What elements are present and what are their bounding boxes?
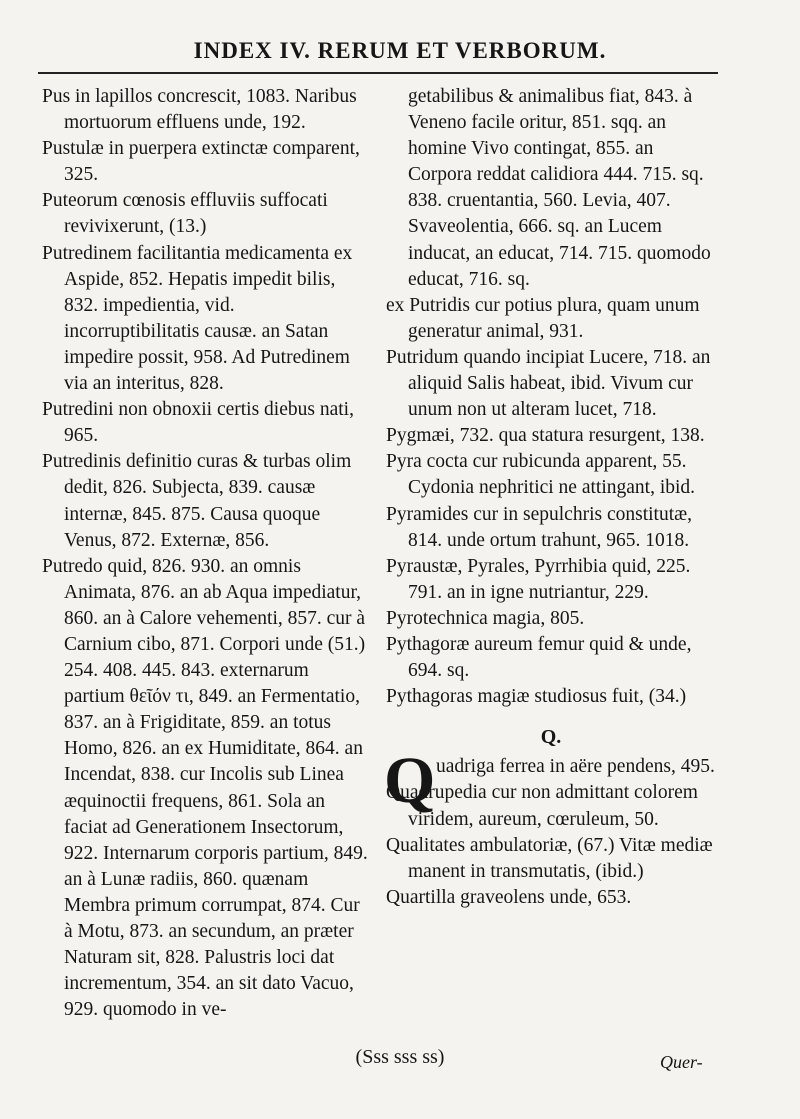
page-header: INDEX IV. RERUM ET VERBORUM. [193,38,607,63]
index-entry: Putredinis definitio curas & turbas olim dedit, 826. Subjecta, 839. causæ internæ, 845. 875. Causa quoque Venus, 872. Externæ, 856. [42,451,352,551]
index-entry: Quadrupedia cur non admittant colorem viridem, aureum, cœruleum, 50. [386,782,698,830]
catchword: Quer- [660,1052,703,1072]
index-entry: Pygmæi, 732. qua statura resurgent, 138. [386,425,705,447]
section-letter: Q. [540,726,562,749]
dropcap-entry-text: uadriga ferrea in aëre pendens, 495. [436,756,715,778]
index-entry: ex Putridis cur potius plura, quam unum generatur animal, 931. [386,294,700,342]
index-entry: Qualitates ambulatoriæ, (67.) Vitæ mediæ manent in transmutatis, (ibid.) [386,834,713,882]
index-entry: Puteorum cœnosis effluviis suffocati revivixerunt, (13.) [42,190,328,238]
index-entry: Pustulæ in puerpera extinctæ comparent, 325. [42,138,360,186]
index-entry: Pyramides cur in sepulchris constitutæ, 814. unde ortum trahunt, 965. 1018. [386,503,693,551]
index-entry: Putredinem facilitantia medicamenta ex Aspide, 852. Hepatis impedit bilis, 832. impedientia, vid. incorruptibilitatis causæ. an Satan impedire possit, 958. Ad Putredinem via an interitus, 828. [42,242,353,395]
index-entry: Pyrotechnica magia, 805. [386,607,585,629]
drop-cap: Q [384,744,436,818]
left-column [42,84,372,1023]
header-rule [38,72,718,74]
index-entry: Putredini non obnoxii certis diebus nati, 965. [42,399,354,447]
index-entry: Pyra cocta cur rubicunda apparent, 55. Cydonia nephritici ne attingant, ibid. [386,451,696,499]
index-entry: Pythagoræ aureum femur quid & unde, 694. sq. [386,633,692,682]
index-entry: Pyraustæ, Pyrales, Pyrrhibia quid, 225. 791. an in igne nutriantur, 229. [386,555,691,603]
index-entry: Pythagoras magiæ studiosus fuit, (34.) [386,686,687,708]
index-entry-continuation: getabilibus & animalibus fiat, 843. à Veneno facile oritur, 851. sqq. an homine Vivo contingat, 855. an Corpora reddat calidiora 444. 715. sq. 838. cruentantia, 560. Levia, 407. Svaveolentia, 666. sq. an Lucem inducat, an educat, 714. 715. quomodo educat, 716. sq. [408,86,711,290]
index-entry: Pus in lapillos concrescit, 1083. Naribus mortuorum effluens unde, 192. [42,86,357,134]
right-column [386,84,716,911]
index-entry: Quartilla graveolens unde, 653. [386,886,632,908]
index-entry: Putridum quando incipiat Lucere, 718. an aliquid Salis habeat, ibid. Vivum cur unum non ut alteram lucet, 718. [386,346,711,421]
index-entry: Putredo quid, 826. 930. an omnis Animata, 876. an ab Aqua impediatur, 860. an à Calore vehementi, 857. cur à Carnium cibo, 871. Corpori unde (51.) 254. 408. 445. 843. externarum partium θεῖόν τι, 849. an Fermentatio, 837. an à Frigiditate, 859. an totus Homo, 826. an ex Humiditate, 864. an Incendat, 838. cur Incolis sub Linea æquinoctii frequens, 861. Sola an faciat ad Generationem Insectorum, 922. Internarum corporis partium, 849. an à Lunæ radiis, 860. quænam Membra primum corrumpat, 874. Cur à Motu, 873. an secundum, an præter Naturam sit, 828. Palustris loci dat incrementum, 354. an sit dato Vacuo, 929. quomodo in ve- [42,555,368,1021]
signature-mark: (Sss sss ss) [355,1046,445,1068]
